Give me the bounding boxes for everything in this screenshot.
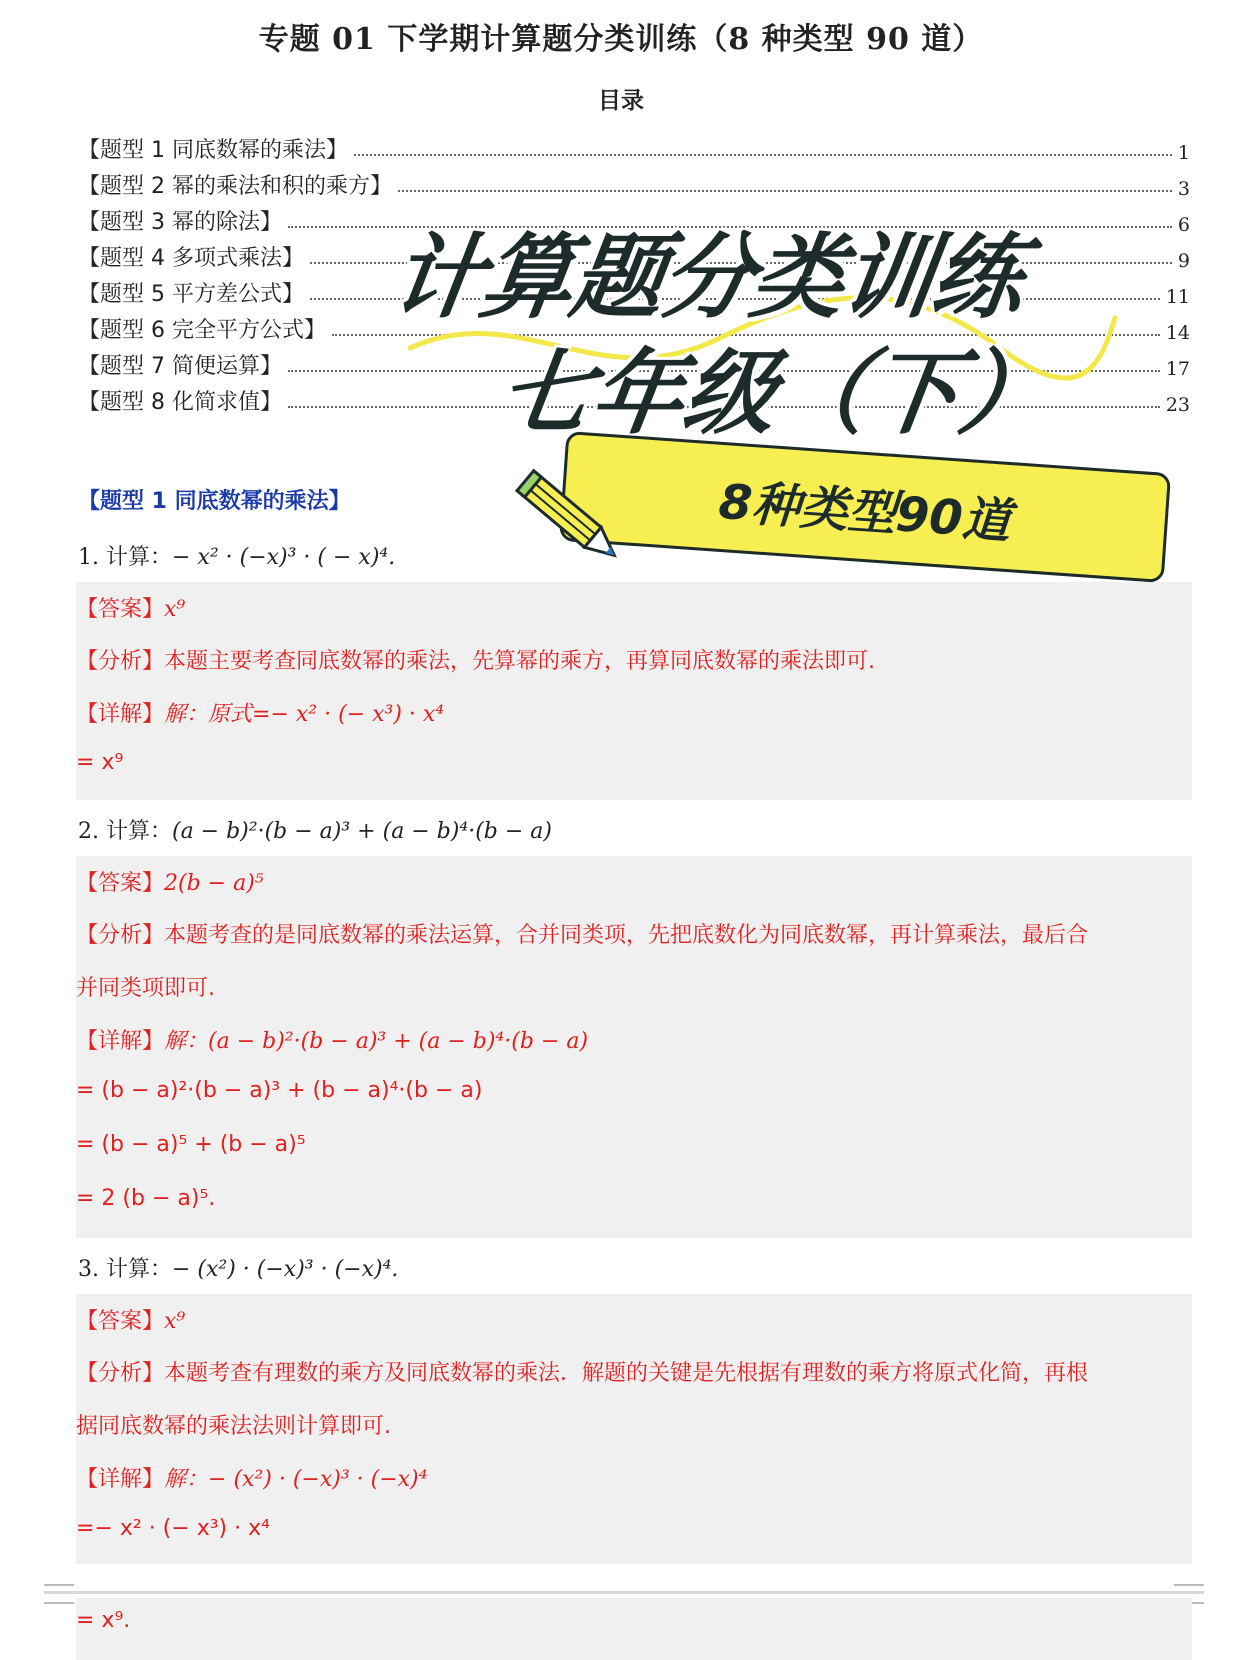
toc-label: 【题型 3 幂的除法】 bbox=[78, 210, 282, 235]
toc-label: 【题型 1 同底数幂的乘法】 bbox=[78, 138, 348, 163]
toc-title: 目录 bbox=[598, 87, 644, 114]
answer-tag: 【答案】 bbox=[76, 597, 165, 622]
toc-label: 【题型 2 幂的乘法和积的乘方】 bbox=[78, 174, 392, 199]
detail-tag: 【详解】 bbox=[76, 1467, 165, 1492]
answer-value: x⁹ bbox=[164, 597, 186, 622]
solution-step: = 2 (b − a)⁵. bbox=[76, 1186, 216, 1211]
toc-label: 【题型 5 平方差公式】 bbox=[78, 282, 304, 307]
toc-page: 14 bbox=[1165, 322, 1190, 344]
document-title: 专题 01 下学期计算题分类训练（8 种类型 90 道） bbox=[258, 22, 984, 57]
toc-page: 11 bbox=[1165, 286, 1190, 308]
toc-entry[interactable] bbox=[78, 128, 1190, 164]
solution-step: = (b − a)²·(b − a)³ + (b − a)⁴·(b − a) bbox=[76, 1078, 483, 1103]
page-break-mark bbox=[44, 1584, 74, 1604]
toc-page: 6 bbox=[1177, 214, 1190, 236]
question-3 bbox=[78, 1252, 398, 1283]
pencil-icon bbox=[508, 462, 638, 582]
toc-page: 9 bbox=[1177, 250, 1190, 272]
detail-first-line: 解：(a − b)²·(b − a)³ + (a − b)⁴·(b − a) bbox=[164, 1029, 589, 1054]
answer-tag: 【答案】 bbox=[76, 871, 165, 896]
solution-step: = (b − a)⁵ + (b − a)⁵ bbox=[76, 1132, 306, 1157]
solution-box bbox=[76, 582, 1192, 800]
detail-tag: 【详解】 bbox=[76, 1029, 165, 1054]
analysis-text: 据同底数幂的乘法法则计算即可. bbox=[76, 1414, 391, 1439]
analysis-text: 并同类项即可. bbox=[76, 976, 215, 1001]
solution-step: = x⁹. bbox=[76, 1608, 131, 1633]
toc-page: 1 bbox=[1177, 142, 1190, 164]
analysis-tag: 【分析】 bbox=[76, 649, 165, 674]
question-prefix: 3. 计算： bbox=[78, 1257, 172, 1282]
answer-value: x⁹ bbox=[164, 1309, 186, 1334]
toc-page: 3 bbox=[1177, 178, 1190, 200]
detail-tag: 【详解】 bbox=[76, 702, 165, 727]
question-1 bbox=[78, 540, 395, 571]
question-expression: (a − b)²·(b − a)³ + (a − b)⁴·(b − a) bbox=[171, 819, 552, 844]
detail-first-line: 解：− (x²) · (−x)³ · (−x)⁴ bbox=[164, 1467, 428, 1492]
question-prefix: 2. 计算： bbox=[78, 819, 172, 844]
overlay-title-line1: 计算题分类训练 bbox=[384, 224, 1030, 331]
toc-label: 【题型 4 多项式乘法】 bbox=[78, 246, 304, 271]
analysis-text: 本题考查有理数的乘方及同底数幂的乘法．解题的关键是先根据有理数的乘方将原式化简，再根 bbox=[164, 1361, 1089, 1386]
question-expression: − (x²) · (−x)³ · (−x)⁴. bbox=[171, 1257, 399, 1282]
solution-step: =− x² · (− x³) · x⁴ bbox=[76, 1516, 270, 1541]
solution-box bbox=[76, 856, 1192, 1238]
section-heading: 【题型 1 同底数幂的乘法】 bbox=[78, 489, 351, 514]
toc-label: 【题型 6 完全平方公式】 bbox=[78, 318, 326, 343]
toc-label: 【题型 8 化简求值】 bbox=[78, 390, 282, 415]
question-prefix: 1. 计算： bbox=[78, 545, 172, 570]
overlay-badge-text: 8种类型90道 bbox=[716, 473, 1013, 550]
overlay-badge bbox=[559, 431, 1171, 583]
question-expression: − x² · (−x)³ · ( − x)⁴. bbox=[171, 545, 396, 570]
solution-box bbox=[76, 1294, 1192, 1564]
toc-page: 23 bbox=[1165, 394, 1190, 416]
toc-label: 【题型 7 简便运算】 bbox=[78, 354, 282, 379]
analysis-tag: 【分析】 bbox=[76, 923, 165, 948]
analysis-text: 本题考查的是同底数幂的乘法运算，合并同类项，先把底数化为同底数幂，再计算乘法，最后合 bbox=[164, 923, 1089, 948]
toc-page: 17 bbox=[1165, 358, 1190, 380]
overlay-title-line2: 七年级（下） bbox=[492, 340, 1060, 447]
toc-entry[interactable] bbox=[78, 164, 1190, 200]
solution-step: = x⁹ bbox=[76, 750, 124, 775]
answer-value: 2(b − a)⁵ bbox=[164, 871, 264, 896]
analysis-tag: 【分析】 bbox=[76, 1361, 165, 1386]
detail-first-line: 解：原式=− x² · (− x³) · x⁴ bbox=[164, 702, 445, 727]
analysis-text: 本题主要考查同底数幂的乘法，先算幂的乘方，再算同底数幂的乘法即可. bbox=[164, 649, 876, 674]
solution-box-continued bbox=[76, 1598, 1192, 1660]
question-2 bbox=[78, 814, 552, 845]
page-break bbox=[44, 1591, 1204, 1594]
answer-tag: 【答案】 bbox=[76, 1309, 165, 1334]
